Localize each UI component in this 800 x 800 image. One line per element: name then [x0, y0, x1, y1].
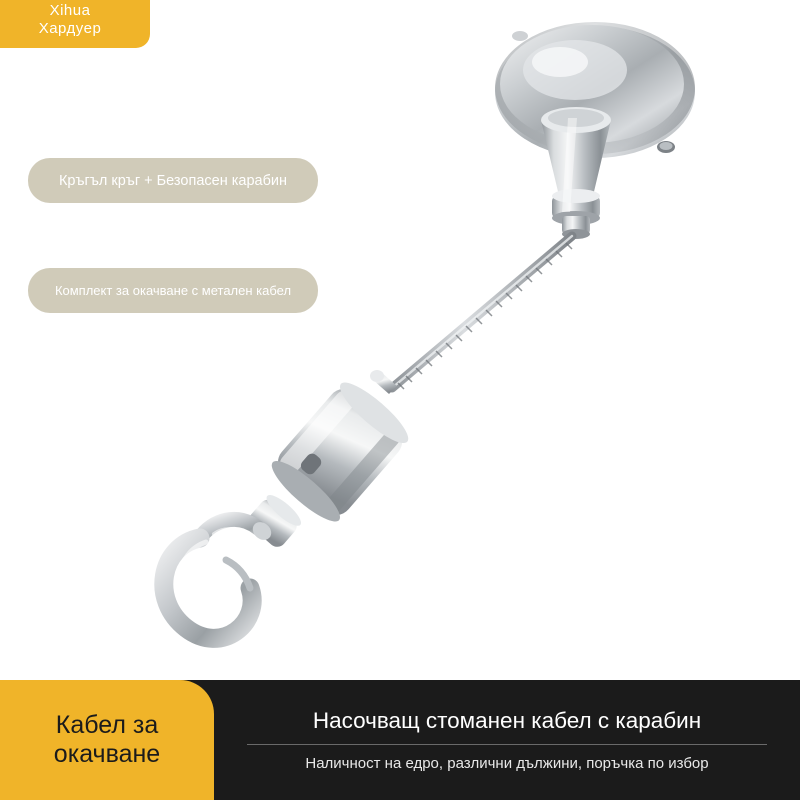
footer-left-label: Кабел за окачване [53, 710, 161, 768]
footer-title: Насочващ стоманен кабел с карабин [312, 708, 702, 733]
footer-subtitle: Наличност на едро, различни дължини, поръчка по избор [305, 755, 709, 772]
brand-badge [0, 0, 150, 48]
safety-hook-carabiner [164, 518, 275, 638]
round-ceiling-plate [495, 22, 695, 158]
steel-wire-rope [392, 236, 572, 389]
feature-pill-1-label: Кръгъл кръг + Безопасен карабин [58, 172, 288, 189]
feature-pill-2-label: Комплект за окачване с метален кабел [54, 283, 292, 298]
feature-pill-cable-kit [28, 268, 318, 313]
cone-cable-gripper [541, 107, 611, 239]
footer-right-text [214, 680, 800, 800]
feature-pill-round-base-carabiner [28, 158, 318, 203]
brand-line-1: Xihua [49, 2, 91, 19]
footer-left-badge [0, 680, 214, 800]
footer-divider [247, 744, 767, 745]
adjustable-barrel-gripper [245, 370, 415, 551]
brand-line-2: Хардуер [38, 20, 102, 37]
